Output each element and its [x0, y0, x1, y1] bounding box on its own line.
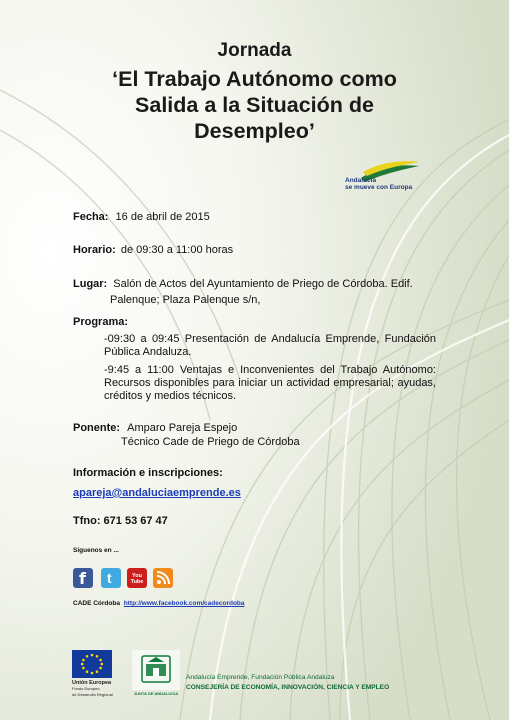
- ponente-row: [73, 421, 237, 435]
- twitter-icon[interactable]: t: [101, 568, 121, 588]
- horario-label: Horario:: [73, 244, 116, 256]
- programa-label: Programa:: [73, 316, 129, 328]
- rss-symbol-icon: [153, 568, 173, 588]
- fecha-row: [73, 210, 210, 224]
- programa-item-2-line-1: -9:45 a 11:00 Ventajas e Inconvenientes del Trabajo Autónomo:: [104, 364, 436, 376]
- eu-flag: [72, 650, 112, 678]
- lugar-label: Lugar:: [73, 278, 108, 290]
- eu-caption-line-1: Unión Europea: [72, 680, 112, 686]
- title-line-1: Jornada: [217, 40, 292, 61]
- programa-item-1-line-1: -09:30 a 09:45 Presentación de Andalucía Emprende, Fundación: [104, 333, 436, 345]
- logo-text-mueve: se mueve con Europa: [345, 184, 413, 191]
- email-link[interactable]: apareja@andaluciaemprende.es: [73, 487, 241, 499]
- title-line-4: Desempleo’: [194, 119, 315, 143]
- cade-label: CADE Córdoba: [73, 600, 120, 607]
- telefono: Tfno: 671 53 67 47: [73, 515, 168, 527]
- programa-item-2: [104, 364, 436, 403]
- horario-value: de 09:30 a 11:00 horas: [120, 244, 234, 256]
- lugar-row: [73, 277, 438, 291]
- eu-stars-icon: [72, 650, 112, 678]
- fecha-label: Fecha:: [73, 211, 109, 223]
- youtube-icon[interactable]: You Tube: [127, 568, 147, 588]
- eu-caption-line-2: Fondo Europeo: [72, 686, 100, 691]
- lugar-line-1: Salón de Actos del Ayuntamiento de Priego de Córdoba. Edif.: [113, 278, 413, 290]
- ponente-role: Técnico Cade de Priego de Córdoba: [121, 436, 300, 448]
- siguenos-text: Síguenos en ...: [73, 547, 119, 554]
- footer-line-2: CONSEJERÍA DE ECONOMÍA, INNOVACIÓN, CIENCIA Y EMPLEO: [186, 684, 390, 691]
- facebook-icon[interactable]: f: [73, 568, 93, 588]
- info-label: Información e inscripciones:: [73, 467, 223, 479]
- logo-text-andalucia: Andalucía: [345, 177, 377, 184]
- footer-text: [186, 673, 389, 693]
- horario-row: [73, 243, 233, 257]
- ponente-label: Ponente:: [73, 422, 121, 434]
- junta-emblem-icon: [132, 650, 180, 690]
- programa-item-1-line-2: Pública Andaluza.: [104, 346, 192, 358]
- eu-caption: [72, 680, 113, 698]
- ponente-name: Amparo Pareja Espejo: [127, 422, 238, 434]
- programa-item-1: [104, 333, 436, 359]
- cade-row: [73, 600, 245, 607]
- fecha-value: 16 de abril de 2015: [115, 211, 210, 223]
- rss-icon[interactable]: [153, 568, 173, 588]
- programa-item-2-line-2: Recursos disponibles para iniciar un actividad empresarial; ayudas,: [104, 377, 436, 389]
- andalucia-europa-logo: [345, 160, 435, 196]
- title-line-3: Salida a la Situación de: [135, 93, 374, 117]
- eu-caption-line-3: de Desarrollo Regional: [72, 692, 113, 697]
- footer-line-1: Andalucía Emprende, Fundación Pública Andaluza: [186, 674, 335, 681]
- junta-andalucia-logo: [132, 650, 180, 696]
- programa-item-2-line-3: créditos y medios técnicos.: [104, 390, 237, 402]
- title-block: [40, 66, 469, 144]
- lugar-line-2: Palenque; Plaza Palenque s/n,: [110, 294, 261, 306]
- cade-facebook-link[interactable]: http://www.facebook.com/cadecordoba: [123, 600, 245, 607]
- title-line-2: ‘El Trabajo Autónomo como: [112, 67, 397, 91]
- junta-caption: JUNTA DE ANDALUCIA: [133, 691, 179, 696]
